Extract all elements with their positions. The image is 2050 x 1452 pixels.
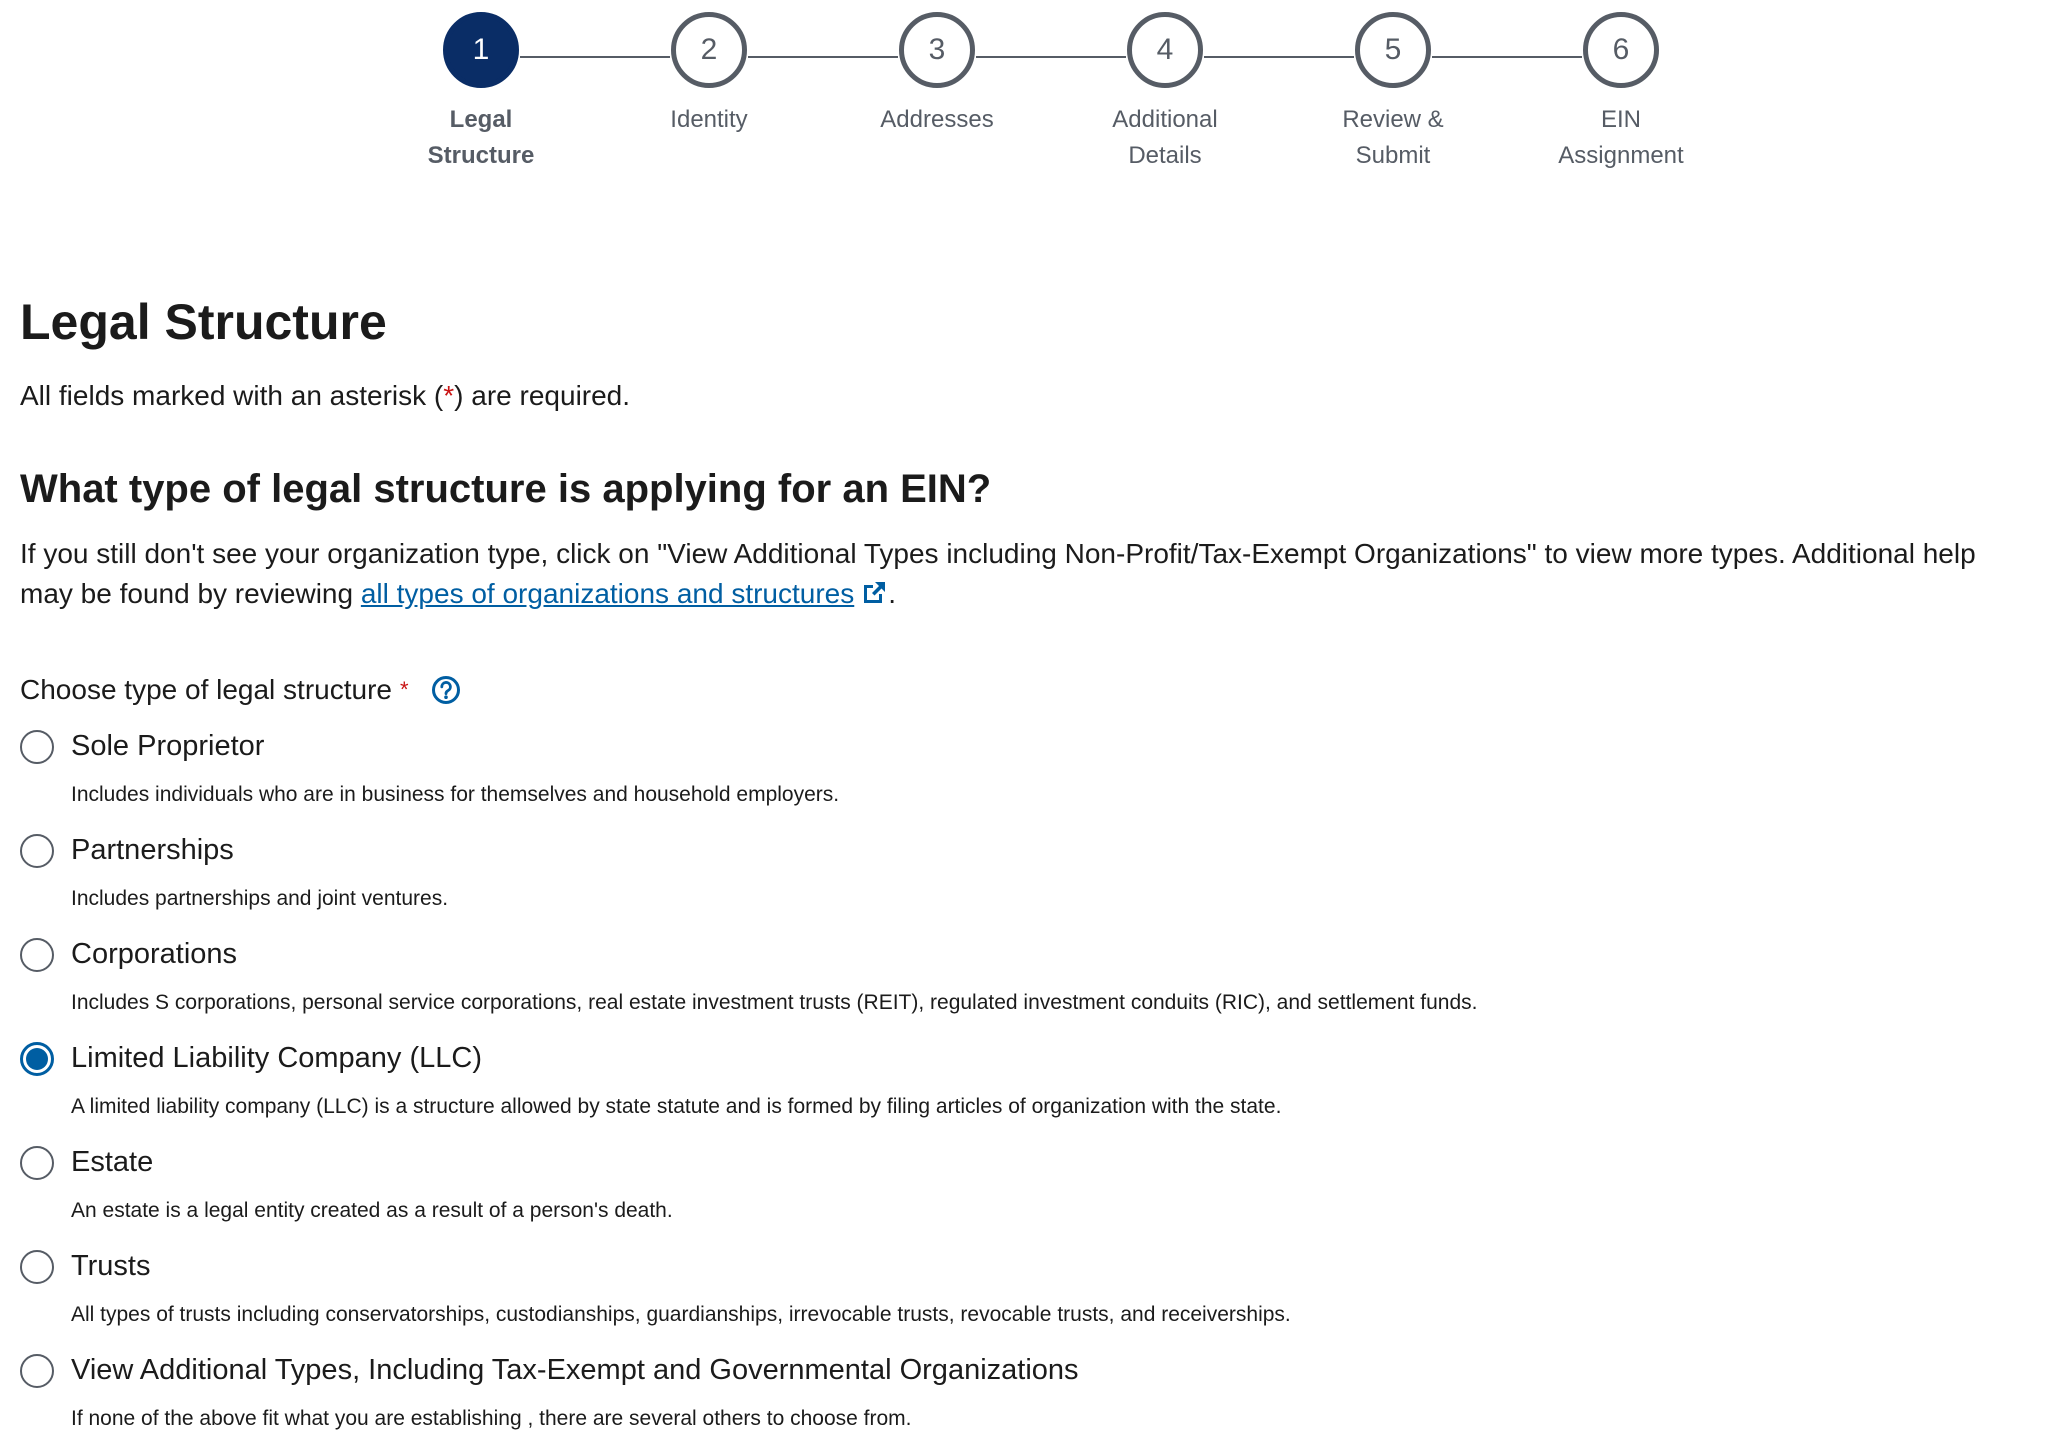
radio-button[interactable]: [20, 938, 54, 972]
help-paragraph: [20, 534, 2030, 618]
radio-label[interactable]: Sole Proprietor: [71, 730, 265, 762]
step-label: Review & Submit: [1342, 106, 1444, 169]
radio-button[interactable]: [20, 730, 54, 764]
radio-button[interactable]: [20, 834, 54, 868]
help-text-suffix: .: [888, 578, 897, 609]
radio-option-corporations[interactable]: [20, 932, 2030, 1036]
radio-option-sole-proprietor[interactable]: [20, 724, 2030, 828]
step-review-submit: [1273, 12, 1513, 174]
step-label: Legal Structure: [427, 106, 535, 169]
radio-label[interactable]: Limited Liability Company (LLC): [71, 1042, 482, 1074]
radio-option-additional-types[interactable]: [20, 1348, 2030, 1452]
radio-button[interactable]: [20, 1146, 54, 1180]
radio-label[interactable]: Trusts: [71, 1250, 151, 1282]
radio-option-llc[interactable]: [20, 1036, 2030, 1140]
field-label-text: Choose type of legal structure: [20, 674, 392, 705]
step-number: 4: [1127, 12, 1203, 88]
step-label: Identity: [670, 106, 748, 133]
legal-structure-radio-group: [20, 724, 2030, 1452]
radio-label[interactable]: View Additional Types, Including Tax-Exempt and Governmental Organizations: [71, 1354, 1079, 1386]
help-text-prefix: If you still don't see your organization type, click on "View Additional Types including Non-Profit/Tax-Exempt Organizations" to view more types. Additional help may be found by reviewing: [20, 538, 1976, 609]
step-number: 3: [899, 12, 975, 88]
organization-types-link[interactable]: [361, 578, 854, 609]
progress-stepper: [0, 0, 2050, 200]
radio-description: An estate is a legal entity created as a result of a person's death.: [71, 1199, 673, 1222]
radio-description: Includes individuals who are in business for themselves and household employers.: [71, 783, 840, 806]
section-question: What type of legal structure is applying for an EIN?: [20, 467, 992, 511]
radio-description: Includes partnerships and joint ventures.: [71, 887, 449, 910]
radio-button[interactable]: [20, 1250, 54, 1284]
radio-option-estate[interactable]: [20, 1140, 2030, 1244]
radio-label[interactable]: Estate: [71, 1146, 154, 1178]
required-note-prefix: All fields marked with an asterisk (: [20, 380, 444, 411]
step-label: Addresses: [880, 106, 994, 133]
radio-description: A limited liability company (LLC) is a structure allowed by state statute and is formed by filing articles of organization with the state.: [71, 1095, 1282, 1118]
required-asterisk: *: [443, 380, 455, 411]
required-asterisk: *: [399, 677, 409, 702]
step-legal-structure: [361, 12, 601, 174]
step-identity: [589, 12, 829, 138]
step-label: Additional Details: [1112, 106, 1218, 169]
step-number: 6: [1583, 12, 1659, 88]
radio-label[interactable]: Partnerships: [71, 834, 234, 866]
required-note-suffix: ) are required.: [454, 380, 631, 411]
step-number: 2: [671, 12, 747, 88]
page-title: Legal Structure: [20, 294, 387, 350]
radio-button-selected[interactable]: [20, 1042, 54, 1076]
radio-button[interactable]: [20, 1354, 54, 1388]
radio-option-trusts[interactable]: [20, 1244, 2030, 1348]
radio-description: Includes S corporations, personal service corporations, real estate investment trusts (REIT), regulated investment conduits (RIC), and settlement funds.: [71, 991, 1478, 1014]
step-addresses: [817, 12, 1057, 138]
question-circle-icon[interactable]: [431, 675, 461, 705]
organization-types-link-text: all types of organizations and structures: [360, 578, 855, 609]
external-link-icon: [860, 578, 888, 618]
step-additional-details: [1045, 12, 1285, 174]
main-content: [20, 290, 2030, 1452]
legal-structure-field-label: [20, 670, 2030, 710]
required-fields-note: [20, 376, 2030, 416]
radio-label[interactable]: Corporations: [71, 938, 238, 970]
radio-option-partnerships[interactable]: [20, 828, 2030, 932]
step-ein-assignment: [1501, 12, 1741, 174]
step-number: 1: [443, 12, 519, 88]
step-label: EIN Assignment: [1558, 106, 1684, 169]
radio-description: All types of trusts including conservatorships, custodianships, guardianships, irrevocable trusts, revocable trusts, and receiverships.: [71, 1303, 1291, 1326]
radio-description: If none of the above fit what you are establishing , there are several others to choose from.: [71, 1407, 912, 1430]
step-number: 5: [1355, 12, 1431, 88]
